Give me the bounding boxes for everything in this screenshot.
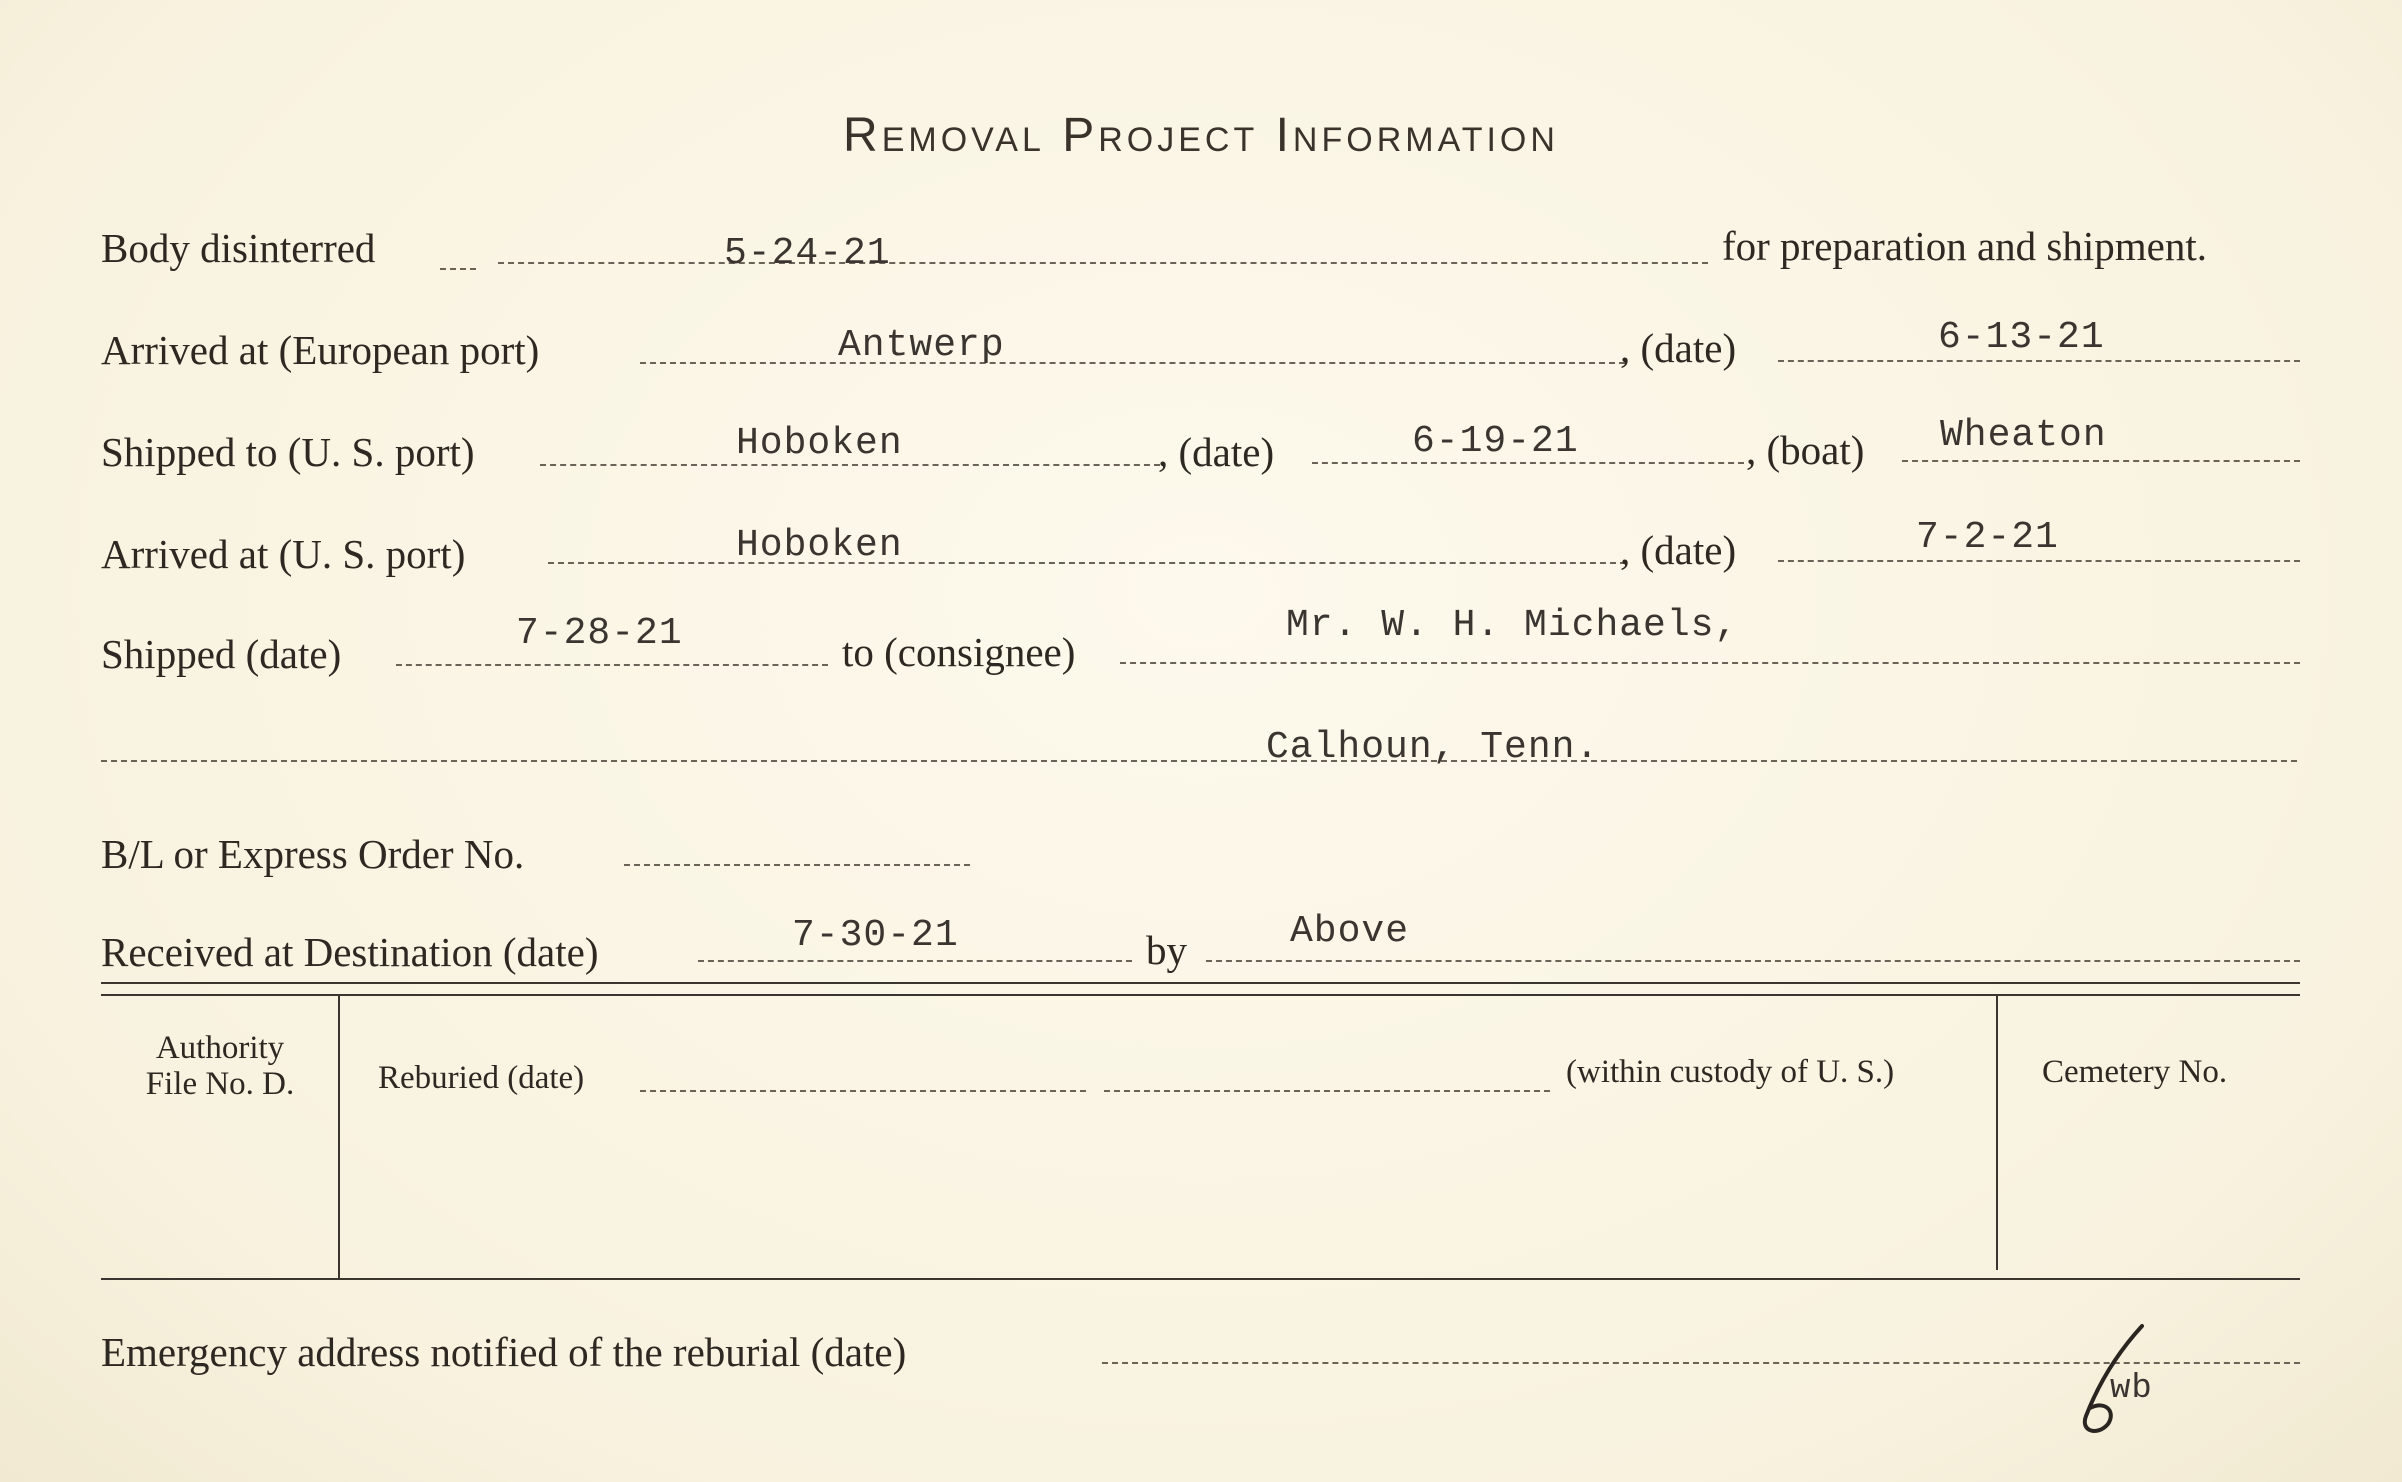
table-divider-left: [338, 996, 340, 1278]
arrived-us-line: [548, 562, 1626, 564]
handwritten-initials: [2050, 1320, 2170, 1440]
european-port-line: [640, 362, 1625, 364]
boat-label: , (boat): [1746, 427, 1865, 473]
shipped-us-port-value: Hoboken: [736, 422, 903, 465]
disinterred-leader: [440, 268, 476, 270]
reburied-label: Reburied (date): [378, 1060, 585, 1096]
shipped-us-date-label: , (date): [1158, 429, 1275, 475]
received-date-line: [698, 960, 1132, 962]
arrived-us-date-label: , (date): [1620, 527, 1737, 573]
european-date-line: [1778, 360, 2300, 362]
bl-label: B/L or Express Order No.: [101, 831, 525, 877]
reburied-line-1: [640, 1090, 1086, 1092]
table-divider-right: [1996, 996, 1998, 1270]
received-label: Received at Destination (date): [101, 929, 599, 975]
received-by-label: by: [1146, 927, 1187, 973]
shipped-date-value: 7-28-21: [516, 612, 683, 655]
reburied-line-2: [1104, 1090, 1550, 1092]
consignee-address: Calhoun, Tenn.: [1266, 726, 1600, 769]
received-date-value: 7-30-21: [792, 914, 959, 957]
arrived-us-date-value: 7-2-21: [1916, 516, 2059, 559]
cemetery-label: Cemetery No.: [2042, 1054, 2228, 1090]
shipped-us-date-value: 6-19-21: [1412, 420, 1579, 463]
shipped-date-line: [396, 664, 828, 666]
table-bottom-rule: [101, 1278, 2300, 1280]
european-date-value: 6-13-21: [1938, 316, 2105, 359]
european-port-label: Arrived at (European port): [101, 327, 540, 373]
card-title: Removal Project Information: [843, 109, 1559, 162]
arrived-us-value: Hoboken: [736, 524, 903, 567]
received-by-value: Above: [1290, 910, 1410, 953]
boat-value: Wheaton: [1940, 414, 2107, 457]
consignee-label: to (consignee): [842, 629, 1076, 675]
arrived-us-date-line: [1778, 560, 2300, 562]
disinterred-date: 5-24-21: [724, 232, 891, 275]
arrived-us-label: Arrived at (U. S. port): [101, 531, 466, 577]
consignee-address-line: [101, 760, 2297, 762]
authority-cell: [110, 1030, 330, 1102]
emergency-label: Emergency address notified of the reburial (date): [101, 1329, 907, 1375]
european-port-value: Antwerp: [838, 324, 1005, 367]
european-date-label: , (date): [1620, 325, 1737, 371]
custody-label: (within custody of U. S.): [1566, 1054, 1895, 1090]
authority-line1: Authority: [155, 1030, 285, 1066]
consignee-name: Mr. W. H. Michaels,: [1286, 604, 1739, 647]
shipped-us-label: Shipped to (U. S. port): [101, 429, 475, 475]
shipped-date-label: Shipped (date): [101, 631, 342, 677]
authority-line2: File No. D.: [145, 1066, 295, 1102]
table-top-rule: [101, 982, 2300, 984]
consignee-line: [1120, 662, 2300, 664]
received-by-line: [1206, 960, 2300, 962]
disinterred-label: Body disinterred: [101, 225, 376, 271]
table-top-rule-2: [101, 994, 2300, 996]
initials-text: wb: [2110, 1370, 2153, 1408]
bl-line: [624, 864, 970, 866]
disinterred-suffix: for preparation and shipment.: [1722, 223, 2208, 269]
disinterred-line: [498, 262, 1708, 264]
boat-line: [1902, 460, 2300, 462]
